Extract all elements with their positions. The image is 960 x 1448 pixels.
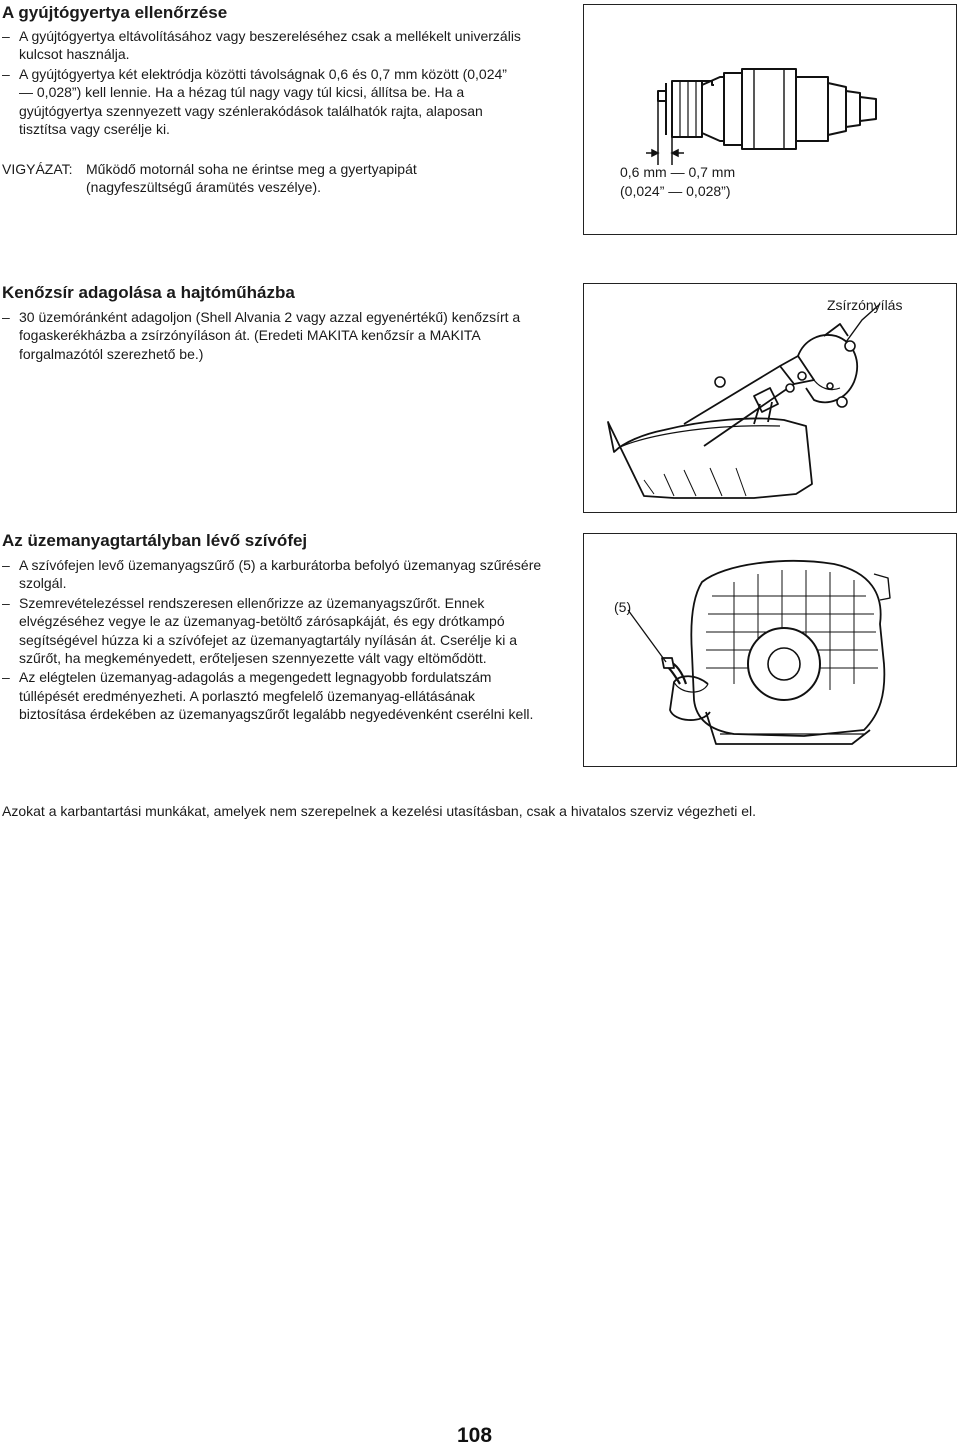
dash-bullet: – — [2, 309, 10, 325]
engine-illustration — [584, 534, 956, 766]
list-item — [2, 65, 522, 139]
spark-plug-heading: A gyújtógyertya ellenőrzése — [2, 3, 228, 22]
warning-text: Működő motornál soha ne érintse meg a gyertyapipát (nagyfeszültségű áramütés veszélye). — [86, 161, 417, 196]
list-item-text: A gyújtógyertya két elektródja közötti távolságnak 0,6 és 0,7 mm között (0,024” — 0,028”) kell lennie. Ha a hézag túl nagy vagy túl kicsi, állítsa be. Ha a gyújtógyertya szennyezett vagy szénlerakódások találhatók rajta, alaposan tisztítsa vagy cserélje ki. — [19, 65, 507, 138]
dash-bullet: – — [2, 557, 10, 573]
maintenance-note: Azokat a karbantartási munkákat, amelyek nem szerepelnek a kezelési utasításban, csak a hivatalos szerviz végezheti el. — [2, 803, 757, 819]
fuel-figure — [583, 533, 957, 767]
gap-inch-label: (0,024” — 0,028”) — [620, 183, 731, 199]
list-item-text: Az elégtelen üzemanyag-adagolás a megengedett legnagyobb fordulatszám túllépését eredményezheti. A porlasztó megfelelő üzemanyag-ellátásának biztosítása érdekében az üzemanyagszűrőt legalább negyedévenként cserélni kell. — [19, 669, 534, 723]
gap-mm-label: 0,6 mm — 0,7 mm — [620, 164, 736, 180]
list-item-text: 30 üzemóránként adagoljon (Shell Alvania 2 vagy azzal egyenértékű) kenőzsírt a fogaskerékházba a zsírzónyíláson át. (Eredeti MAKITA kenőzsír a MAKITA forgalmazótól szerezhető be.) — [19, 309, 521, 362]
grease-figure — [583, 283, 957, 513]
list-item — [2, 668, 542, 723]
spark-plug-text — [2, 27, 522, 139]
list-item — [2, 308, 542, 363]
grease-text — [2, 308, 542, 364]
list-item-text: A gyújtógyertya eltávolításához vagy beszereléséhez csak a mellékelt univerzális kulcsot használja. — [19, 28, 521, 63]
list-item — [2, 27, 522, 64]
spark-plug-figure — [583, 4, 957, 235]
dash-bullet: – — [2, 65, 10, 82]
list-item — [2, 556, 542, 593]
grease-heading: Kenőzsír adagolása a hajtóműházba — [2, 283, 295, 302]
list-item-text: Szemrevételezéssel rendszeresen ellenőrizze az üzemanyagszűrőt. Ennek elvégzéséhez vegye le az üzemanyag-betöltő zárósapkáját, és egy drótkampó segítségével húzza ki a szívófejet az üzemanyagtartály nyílásán át. Cserélje ki a szűrőt, ha megkeményedett, erőteljesen szennyezette vált vagy eltömődött. — [19, 594, 518, 667]
gearcase-illustration — [584, 284, 956, 512]
fuel-text — [2, 556, 542, 725]
fuel-heading: Az üzemanyagtartályban lévő szívófej — [2, 531, 308, 550]
dash-bullet: – — [2, 594, 10, 611]
page-number: 108 — [457, 1424, 493, 1447]
warning-label: VIGYÁZAT: — [2, 161, 73, 177]
list-item-text: A szívófejen levő üzemanyagszűrő (5) a karburátorba befolyó üzemanyag szűrésére szolgál. — [19, 557, 542, 592]
grease-hole-label: Zsírzónyílás — [827, 297, 903, 313]
list-item — [2, 594, 542, 668]
dash-bullet: – — [2, 669, 10, 686]
dash-bullet: – — [2, 28, 10, 44]
fuel-filter-label: (5) — [614, 599, 632, 615]
